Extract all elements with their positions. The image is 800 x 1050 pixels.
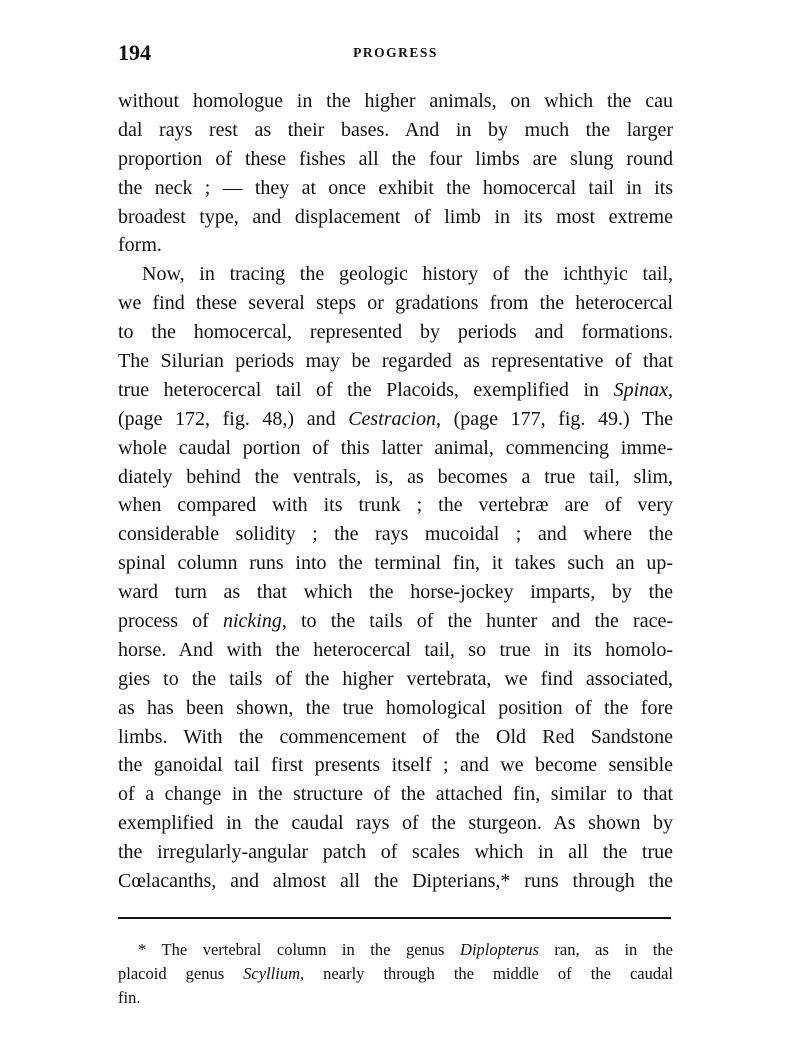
text-line: ward turn as that which the horse-jockey imparts, by the <box>118 581 673 604</box>
text-line: proportion of these fishes all the four limbs are slung round <box>118 147 673 170</box>
text-line: as has been shown, the true homological position of the fore <box>118 696 673 719</box>
text-line: to the homocercal, represented by periods and formations. <box>118 321 673 344</box>
text-line: horse. And with the heterocercal tail, so true in its homolo- <box>118 638 673 661</box>
text-line: broadest type, and displacement of limb in its most extreme <box>118 205 673 228</box>
text-line: dal rays rest as their bases. And in by much the larger <box>118 118 673 141</box>
text-line: considerable solidity ; the rays mucoidal ; and where the <box>118 523 673 546</box>
text-line: without homologue in the higher animals, on which the cau <box>118 90 673 112</box>
body-text <box>118 87 673 896</box>
text-line: diately behind the ventrals, is, as becomes a true tail, slim, <box>118 465 673 488</box>
page-number: 194 <box>118 40 151 65</box>
footnote-line: * The vertebral column in the genus Diplopterus ran, as in the <box>138 940 673 959</box>
text-line: when compared with its trunk ; the vertebræ are of very <box>118 494 673 517</box>
running-head: PROGRESS <box>353 45 438 60</box>
text-line: Cœlacanths, and almost all the Dipterians,* runs through the <box>118 870 673 893</box>
italic-term: Cestracion <box>348 407 436 430</box>
italic-term: Spinax <box>613 378 668 401</box>
page-header <box>118 40 673 72</box>
italic-term: Diplopterus <box>460 940 539 959</box>
text-line: form. <box>118 234 162 257</box>
text-line: The Silurian periods may be regarded as representative of that <box>118 350 673 373</box>
text-line: limbs. With the commencement of the Old Red Sandstone <box>118 725 673 748</box>
text-line: the ganoidal tail first presents itself ; and we become sensible <box>118 754 673 777</box>
text-line: whole caudal portion of this latter animal, commencing imme- <box>118 436 673 459</box>
text-line: the irregularly-angular patch of scales which in all the true <box>118 841 673 864</box>
footnote <box>118 938 673 1010</box>
italic-term: nicking <box>222 610 282 633</box>
italic-term: Scyllium <box>243 964 300 983</box>
paragraph-start-line: Now, in tracing the geologic history of the ichthyic tail, <box>142 263 673 286</box>
text-line: true heterocercal tail of the Placoids, exemplified in Spinax, <box>118 378 673 401</box>
footnote-divider <box>118 917 671 919</box>
text-line: we find these several steps or gradations from the heterocercal <box>118 292 673 315</box>
text-line: exemplified in the caudal rays of the sturgeon. As shown by <box>118 812 673 835</box>
text-line: (page 172, fig. 48,) and Cestracion, (page 177, fig. 49.) The <box>118 407 673 430</box>
text-line: spinal column runs into the terminal fin, it takes such an up- <box>118 552 673 575</box>
footnote-line: placoid genus Scyllium, nearly through the middle of the caudal <box>118 964 673 983</box>
footnote-line: fin. <box>118 988 141 1007</box>
text-line: gies to the tails of the higher vertebrata, we find associated, <box>118 667 673 690</box>
text-line: of a change in the structure of the attached fin, similar to that <box>118 783 673 806</box>
text-line: process of nicking, to the tails of the hunter and the race- <box>118 610 673 633</box>
text-line: the neck ; — they at once exhibit the homocercal tail in its <box>118 176 673 199</box>
